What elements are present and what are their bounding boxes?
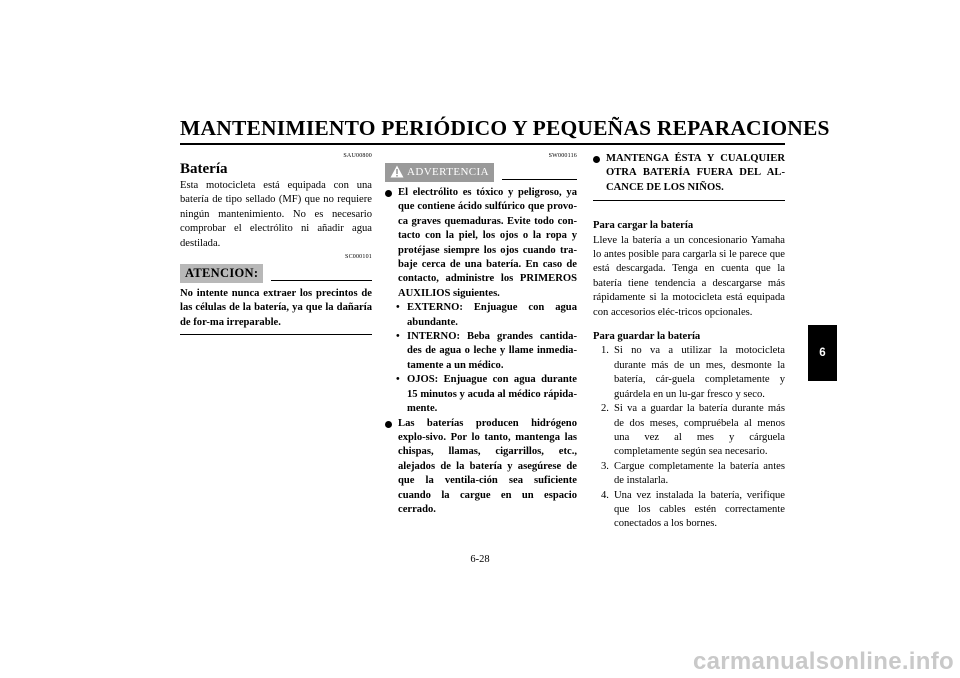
title-rule [180, 143, 785, 145]
store-step [593, 402, 785, 460]
caution-code: SC000101 [345, 254, 372, 261]
warning-triangle-icon [390, 165, 404, 178]
store-step [593, 489, 785, 532]
step-text: Una vez instalada la batería, verifique que los cables estén correctamente conectados a los bornes. [614, 489, 785, 530]
watermark: carmanualsonline.info [692, 648, 954, 675]
store-step [593, 344, 785, 402]
step-number: 1. [601, 345, 609, 357]
section-code: SAU00800 [343, 153, 372, 159]
step-number: 3. [601, 460, 609, 472]
caution-header [180, 264, 372, 283]
page-number: 6-28 [470, 554, 490, 565]
chapter-tab: 6 [808, 325, 837, 381]
bullet-dot-icon [593, 156, 600, 163]
step-number: 4. [601, 489, 609, 501]
page-title: MANTENIMIENTO PERIÓDICO Y PEQUEÑAS REPARACIONES [180, 116, 830, 140]
sub-bullet-text: OJOS: Enjuague con agua durante 15 minutos y acuda al médico rápida-mente. [407, 374, 577, 415]
warning-bullet-hydrogen [385, 417, 577, 518]
warning-label: ADVERTENCIA [407, 166, 489, 178]
warning-label-box [385, 163, 494, 182]
bullet-dot-icon [385, 421, 392, 428]
warning-bullet-electrolyte [385, 186, 577, 301]
caution-header-rule [271, 280, 372, 281]
sub-bullet-mark: • [396, 302, 400, 314]
warning-bullet-children [593, 152, 785, 195]
bullet-dot-icon [385, 190, 392, 197]
bullet-text: MANTENGA ÉSTA Y CUALQUIER OTRA BATERÍA FUERA DEL AL-CANCE DE LOS NIÑOS. [606, 153, 785, 193]
charge-paragraph: Lleve la batería a un concesionario Yamaha lo antes posible para cargarla si le parece que está descargada. Tenga en cuenta que la batería tiene tendencia a descargarse más rápidamente si la motocicleta está equipada con accesorios eléc-tricos opcionales. [593, 234, 785, 318]
first-aid-internal [385, 330, 577, 373]
bullet-text: Las baterías producen hidrógeno explo-sivo. Por lo tanto, mantenga las chispas, llamas, cigarrillos, etc., alejados de la batería y asegúrese de que la ventila-ción sea suficiente cuando la cargue en un espacio cerrado. [398, 417, 577, 515]
bullet-text: El electrólito es tóxico y peligroso, ya que contiene ácido sulfúrico que provo-ca graves quemaduras. Evite todo con-tacto con la piel, los ojos o la ropa y protéjase siempre los ojos cuando tra-baje cerca de una batería. En caso de contacto, administre los PRIMEROS AUXILIOS siguientes. [398, 187, 577, 299]
first-aid-external [385, 301, 577, 330]
column-1 [180, 152, 372, 335]
warning-header-rule [502, 179, 577, 180]
first-aid-eyes [385, 373, 577, 416]
caution-label: ATENCION: [180, 264, 263, 283]
column-3 [593, 152, 785, 532]
caution-text: No intente nunca extraer los precintos de las células de la batería, ya que la dañaría de for-ma irreparable. [180, 288, 372, 328]
sub-bullet-mark: • [396, 331, 400, 343]
column-2 [385, 152, 577, 517]
sub-bullet-text: INTERNO: Beba grandes cantida-des de agua o leche y llame inmedia-tamente a un médico. [407, 331, 577, 371]
step-number: 2. [601, 403, 609, 415]
intro-paragraph: Esta motocicleta está equipada con una batería de tipo sellado (MF) que no requiere ningún mantenimiento. No es necesario comprobar el electrólito ni añadir agua destilada. [180, 180, 372, 249]
step-text: Si va a guardar la batería durante más de dos meses, compruébela al menos una vez al mes y cárguela completamente según sea necesario. [614, 403, 785, 458]
store-step [593, 460, 785, 489]
warning-header [385, 163, 577, 182]
step-text: Si no va a utilizar la motocicleta durante más de un mes, desmonte la batería, cár-guela completamente y guárdela en un lu-gar fresco y seco. [614, 345, 785, 400]
warning-code: SW000116 [548, 153, 577, 159]
section-title: Batería [180, 161, 228, 177]
caution-end-rule [180, 334, 372, 335]
charge-heading: Para cargar la batería [593, 220, 694, 232]
sub-bullet-mark: • [396, 374, 400, 386]
store-heading: Para guardar la batería [593, 331, 701, 343]
sub-bullet-text: EXTERNO: Enjuague con agua abundante. [407, 302, 577, 328]
step-text: Cargue completamente la batería antes de instalarla. [614, 460, 785, 487]
